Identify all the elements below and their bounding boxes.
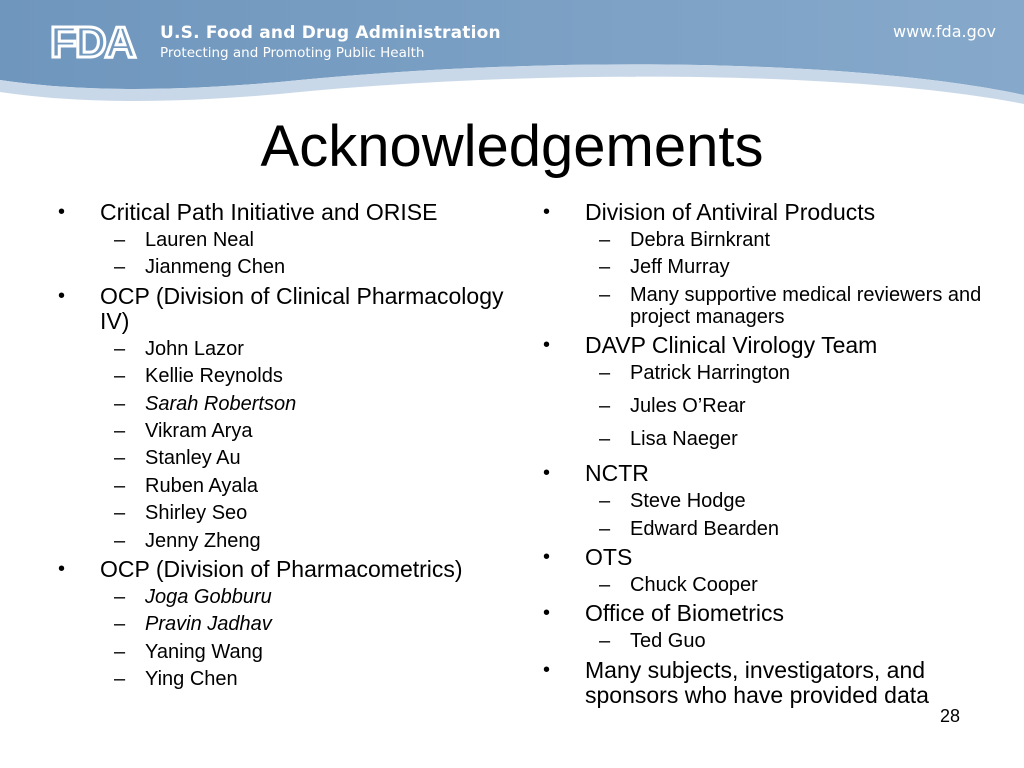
dash-icon: – (599, 229, 611, 251)
sub-item-text: Jianmeng Chen (145, 256, 286, 279)
bullet-label: Division of Antiviral Products (585, 199, 876, 225)
bullet-item (543, 200, 993, 328)
sub-item (58, 668, 520, 690)
dash-icon: – (114, 392, 126, 415)
sub-item-text: Jeff Murray (630, 256, 730, 279)
sub-item (543, 490, 993, 512)
sub-item (58, 365, 520, 387)
bullet-icon: • (543, 334, 551, 357)
dash-icon: – (599, 517, 611, 540)
bullet-label: Many subjects, investigators, and sponsors who have provided data (585, 657, 929, 709)
bullet-label: Office of Biometrics (585, 600, 784, 627)
right-column (543, 200, 993, 708)
dash-icon: – (114, 613, 126, 636)
sub-item-text: Debra Birnkrant (630, 229, 771, 251)
bullet-item (543, 461, 993, 539)
sub-item (58, 256, 520, 278)
sub-item-text: Vikram Arya (145, 419, 253, 442)
sub-item (58, 475, 520, 497)
sub-item (58, 502, 520, 524)
dash-icon: – (114, 447, 126, 470)
dash-icon: – (599, 573, 611, 596)
dash-icon: – (114, 640, 126, 663)
bullet-item (543, 658, 993, 708)
left-column (58, 200, 520, 695)
sub-item-text: Jenny Zheng (145, 529, 261, 552)
dash-icon: – (114, 502, 126, 525)
sub-item-text: Shirley Seo (145, 502, 248, 525)
sub-item (58, 420, 520, 442)
dash-icon: – (114, 585, 126, 608)
sub-item-text: Stanley Au (145, 447, 241, 470)
dash-icon: – (114, 337, 126, 360)
sub-item-text: Ted Guo (630, 630, 706, 653)
fda-logo (50, 20, 148, 62)
sub-item (543, 362, 993, 384)
bullet-item (543, 545, 993, 596)
sub-item-text: Ying Chen (145, 668, 238, 691)
sub-item-text: Chuck Cooper (630, 573, 758, 596)
bullet-item (543, 601, 993, 652)
sub-item (58, 447, 520, 469)
sub-item (58, 530, 520, 552)
sub-list (58, 586, 520, 690)
bullet-label: OCP (Division of Clinical Pharmacology IV) (100, 282, 504, 334)
sub-item-text: Yaning Wang (145, 640, 263, 663)
dash-icon: – (114, 474, 126, 497)
svg-text:FDA: FDA (50, 20, 135, 62)
sub-item-text: Ruben Ayala (145, 474, 259, 497)
bullet-label: OTS (585, 543, 633, 570)
sub-list (543, 574, 993, 596)
sub-item (543, 256, 993, 278)
sub-item (58, 338, 520, 360)
bullet-item (58, 200, 520, 278)
bullet-icon: • (58, 284, 66, 307)
sub-item-text: John Lazor (145, 337, 244, 360)
sub-item (58, 586, 520, 608)
agency-tagline: Protecting and Promoting Public Health (160, 45, 425, 61)
bullet-icon: • (543, 602, 551, 625)
bullet-label: NCTR (585, 460, 649, 487)
sub-item (543, 284, 993, 328)
sub-list (58, 338, 520, 552)
sub-item (543, 395, 993, 417)
dash-icon: – (114, 365, 126, 388)
dash-icon: – (599, 256, 611, 279)
dash-icon: – (599, 362, 611, 385)
bullet-icon: • (543, 545, 551, 568)
sub-item (58, 393, 520, 415)
agency-name: U.S. Food and Drug Administration (160, 23, 501, 43)
sub-list (543, 229, 993, 328)
sub-item (543, 630, 993, 652)
header-banner (0, 0, 1024, 110)
sub-item (58, 229, 520, 251)
sub-item-text: Lisa Naeger (630, 428, 738, 451)
sub-item-text: Edward Bearden (630, 517, 779, 540)
sub-item (543, 428, 993, 450)
bullet-item (543, 333, 993, 450)
slide-title: Acknowledgements (260, 114, 764, 179)
sub-item-text: Pravin Jadhav (145, 613, 272, 636)
sub-item (543, 229, 993, 251)
bullet-label: OCP (Division of Pharmacometrics) (100, 555, 463, 582)
sub-list (58, 229, 520, 278)
sub-item (58, 641, 520, 663)
bullet-icon: • (543, 201, 551, 223)
bullet-item (58, 557, 520, 690)
page-number: 28 (940, 706, 961, 726)
sub-item-text: Kellie Reynolds (145, 365, 283, 388)
dash-icon: – (114, 668, 126, 691)
dash-icon: – (114, 256, 126, 279)
agency-block (160, 22, 501, 62)
dash-icon: – (599, 490, 611, 513)
dash-icon: – (599, 395, 611, 418)
dash-icon: – (599, 283, 611, 306)
bullet-icon: • (58, 201, 66, 223)
sub-item-text: Steve Hodge (630, 490, 746, 513)
dash-icon: – (599, 630, 611, 653)
sub-item-text: Lauren Neal (145, 229, 254, 251)
sub-item-text: Joga Gobburu (145, 585, 272, 608)
sub-item (543, 518, 993, 540)
sub-item (58, 613, 520, 635)
sub-item-text: Many supportive medical reviewers and project managers (630, 283, 982, 328)
bullet-icon: • (543, 462, 551, 485)
dash-icon: – (114, 529, 126, 552)
sub-item-text: Jules O’Rear (630, 395, 746, 418)
sub-list (543, 630, 993, 652)
dash-icon: – (599, 428, 611, 451)
bullet-item (58, 284, 520, 552)
sub-list (543, 362, 993, 450)
dash-icon: – (114, 229, 126, 251)
bullet-icon: • (58, 557, 66, 580)
website-link[interactable]: www.fda.gov (893, 22, 996, 41)
sub-item-text: Patrick Harrington (630, 362, 791, 385)
dash-icon: – (114, 419, 126, 442)
sub-item (543, 574, 993, 596)
sub-item-text: Sarah Robertson (145, 392, 297, 415)
bullet-label: Critical Path Initiative and ORISE (100, 199, 438, 225)
sub-list (543, 490, 993, 539)
bullet-label: DAVP Clinical Virology Team (585, 332, 878, 359)
bullet-icon: • (543, 659, 551, 682)
